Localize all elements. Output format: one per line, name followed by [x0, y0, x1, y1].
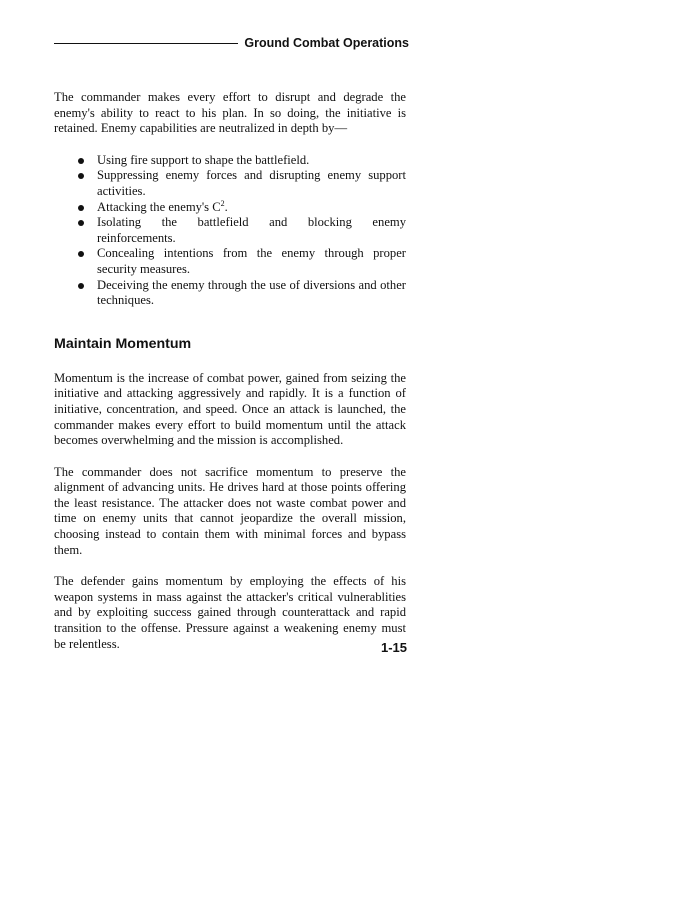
bullet-item	[76, 200, 406, 216]
momentum-paragraph-1: Momentum is the increase of combat power, gained from seizing the initiative and attacking aggressively and rapidly. It is a function of initiative, concentration, and speed. Once an attack is launched, the commander makes every effort to build momentum until the attack becomes overwhelming and the mission is accomplished.	[54, 370, 406, 448]
bullet-icon	[78, 158, 84, 164]
bullet-list	[54, 153, 406, 309]
bullet-text: Concealing intentions from the enemy through proper security measures.	[97, 246, 406, 276]
bullet-text-line1: Isolating the battlefield and blocking enemy	[97, 215, 406, 230]
page-number: 1-15	[380, 640, 407, 655]
bullet-text: Using fire support to shape the battlefield.	[97, 152, 310, 167]
bullet-text: Attacking the enemy's C	[97, 199, 221, 214]
momentum-paragraph-3: The defender gains momentum by employing the effects of his weapon systems in mass against the attacker's critical vulnerablities and by exploiting success gained through counterattack and rapid transition to the offense. Pressure against a weakening enemy must be relentless.	[54, 574, 406, 651]
bullet-superscript: 2	[220, 198, 225, 208]
bullet-item	[76, 278, 406, 309]
bullet-icon	[78, 220, 84, 226]
header-title: Ground Combat Operations	[244, 36, 409, 50]
bullet-text-line2: reinforcements.	[97, 230, 176, 245]
bullet-text: Deceiving the enemy through the use of diversions and other techniques.	[97, 277, 406, 308]
bullet-icon	[78, 283, 84, 289]
bullet-icon	[78, 173, 84, 179]
bullet-item	[76, 168, 406, 199]
bullet-text: Suppressing enemy forces and disrupting enemy support activities.	[97, 168, 406, 198]
running-header	[54, 35, 409, 51]
page-body	[54, 90, 406, 652]
intro-paragraph: The commander makes every effort to disrupt and degrade the enemy's ability to react to his plan. In so doing, the initiative is retained. Enemy capabilities are neutralized in depth by—	[54, 90, 406, 136]
header-rule	[54, 43, 238, 44]
bullet-icon	[78, 205, 84, 211]
bullet-item	[76, 153, 406, 169]
momentum-paragraph-2: The commander does not sacrifice momentum to preserve the alignment of advancing units. He drives hard at those points offering the least resistance. The attacker does not waste combat power and time on enemy units that cannot jeopardize the overall mission, choosing instead to contain them with minimal forces and bypass them.	[54, 464, 406, 557]
bullet-icon	[78, 251, 84, 257]
section-heading: Maintain Momentum	[54, 335, 192, 352]
bullet-text-end: .	[224, 199, 228, 214]
bullet-item	[76, 246, 406, 277]
bullet-item	[76, 215, 406, 246]
